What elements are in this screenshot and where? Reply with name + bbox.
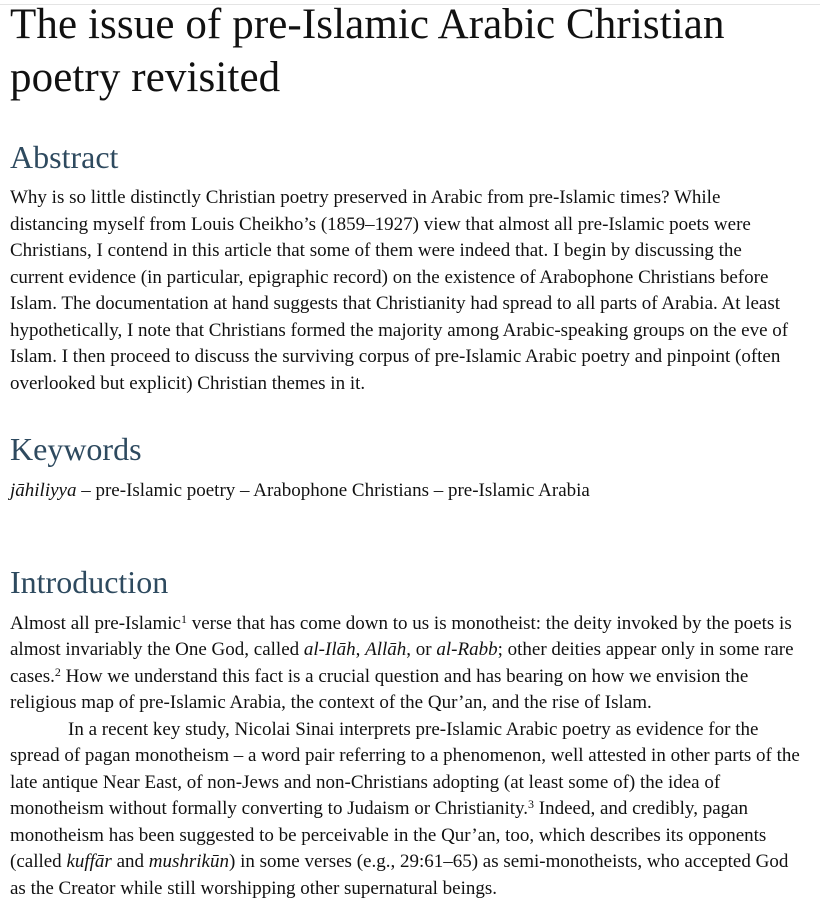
footnote-ref-1[interactable]: 1: [180, 611, 187, 626]
abstract-heading: Abstract: [10, 139, 119, 175]
term-al-ilah: al-Ilāh: [303, 639, 356, 660]
introduction-heading: Introduction: [10, 563, 169, 600]
p2-text-4: ) in some verses (e.g., 29:61–65) as semi-monotheists, who accepted God as the Creator while still worshipping other supernatural beings.: [10, 851, 789, 899]
p1-text-6: How we understand this fact is a crucial question and has bearing on how we envision the religious map of pre-Islamic Arabia, the context of the Qur’an, and the rise of Islam.: [10, 665, 749, 713]
term-al-rabb: al-Rabb: [436, 639, 498, 660]
keyword-jahiliyya: jāhiliyya: [10, 480, 77, 501]
keywords-heading: Keywords: [10, 431, 142, 467]
p1-text-4: , or: [406, 639, 437, 660]
p2-text-3: and: [111, 851, 149, 872]
term-mushrikun: mushrikūn: [148, 851, 229, 872]
p1-text-5: ; other deities appear only in some rare cases.: [10, 639, 794, 687]
abstract-text: Why is so little distinctly Christian poetry preserved in Arabic from pre-Islamic times? While distancing myself from Louis Cheikho’s (1859–1927) view that almost all pre-Islamic poets were Christians, I contend in this article that some of them were indeed that. I begin by discussing the current evidence (in particular, epigraphic record) on the existence of Arabophone Christians before Islam. The documentation at hand suggests that Christianity had spread to all parts of Arabia. At least hypothetically, I note that Christians formed the majority among Arabic-speaking groups on the eve of Islam. I then proceed to discuss the surviving corpus of pre-Islamic Arabic poetry and pinpoint (often overlooked but explicit) Christian themes in it.: [10, 187, 789, 394]
term-kuffar: kuffār: [66, 851, 112, 872]
p2-text-1: In a recent key study, Nicolai Sinai interprets pre-Islamic Arabic poetry as evidence for the spread of pagan monotheism – a word pair referring to a phenomenon, well attested in other parts of the late antique Near East, of non-Jews and non-Christians adopting (at least some of) the idea of monotheism without formally converting to Judaism or Christianity.: [10, 718, 800, 819]
article-title: The issue of pre-Islamic Arabic Christian poetry revisited: [10, 1, 725, 101]
article-page: [10, 0, 800, 902]
term-allah: Allāh: [365, 639, 407, 660]
p1-text-1: Almost all pre-Islamic: [10, 612, 181, 634]
intro-paragraph-2: [10, 717, 800, 903]
footnote-ref-2[interactable]: 2: [54, 664, 61, 679]
p2-text-2: Indeed, and credibly, pagan monotheism has been suggested to be perceivable in the Qur’an, too, which describes its opponents (called: [10, 798, 767, 872]
p1-text-2: verse that has come down to us is monotheist: the deity invoked by the poets is almost invariably the One God, called: [10, 612, 792, 660]
keywords-list: [10, 478, 800, 505]
footnote-ref-3[interactable]: 3: [528, 797, 535, 811]
keywords-rest: – pre-Islamic poetry – Arabophone Christians – pre-Islamic Arabia: [76, 480, 590, 501]
intro-paragraph-1: [10, 611, 800, 717]
p1-text-3: ,: [355, 639, 366, 660]
